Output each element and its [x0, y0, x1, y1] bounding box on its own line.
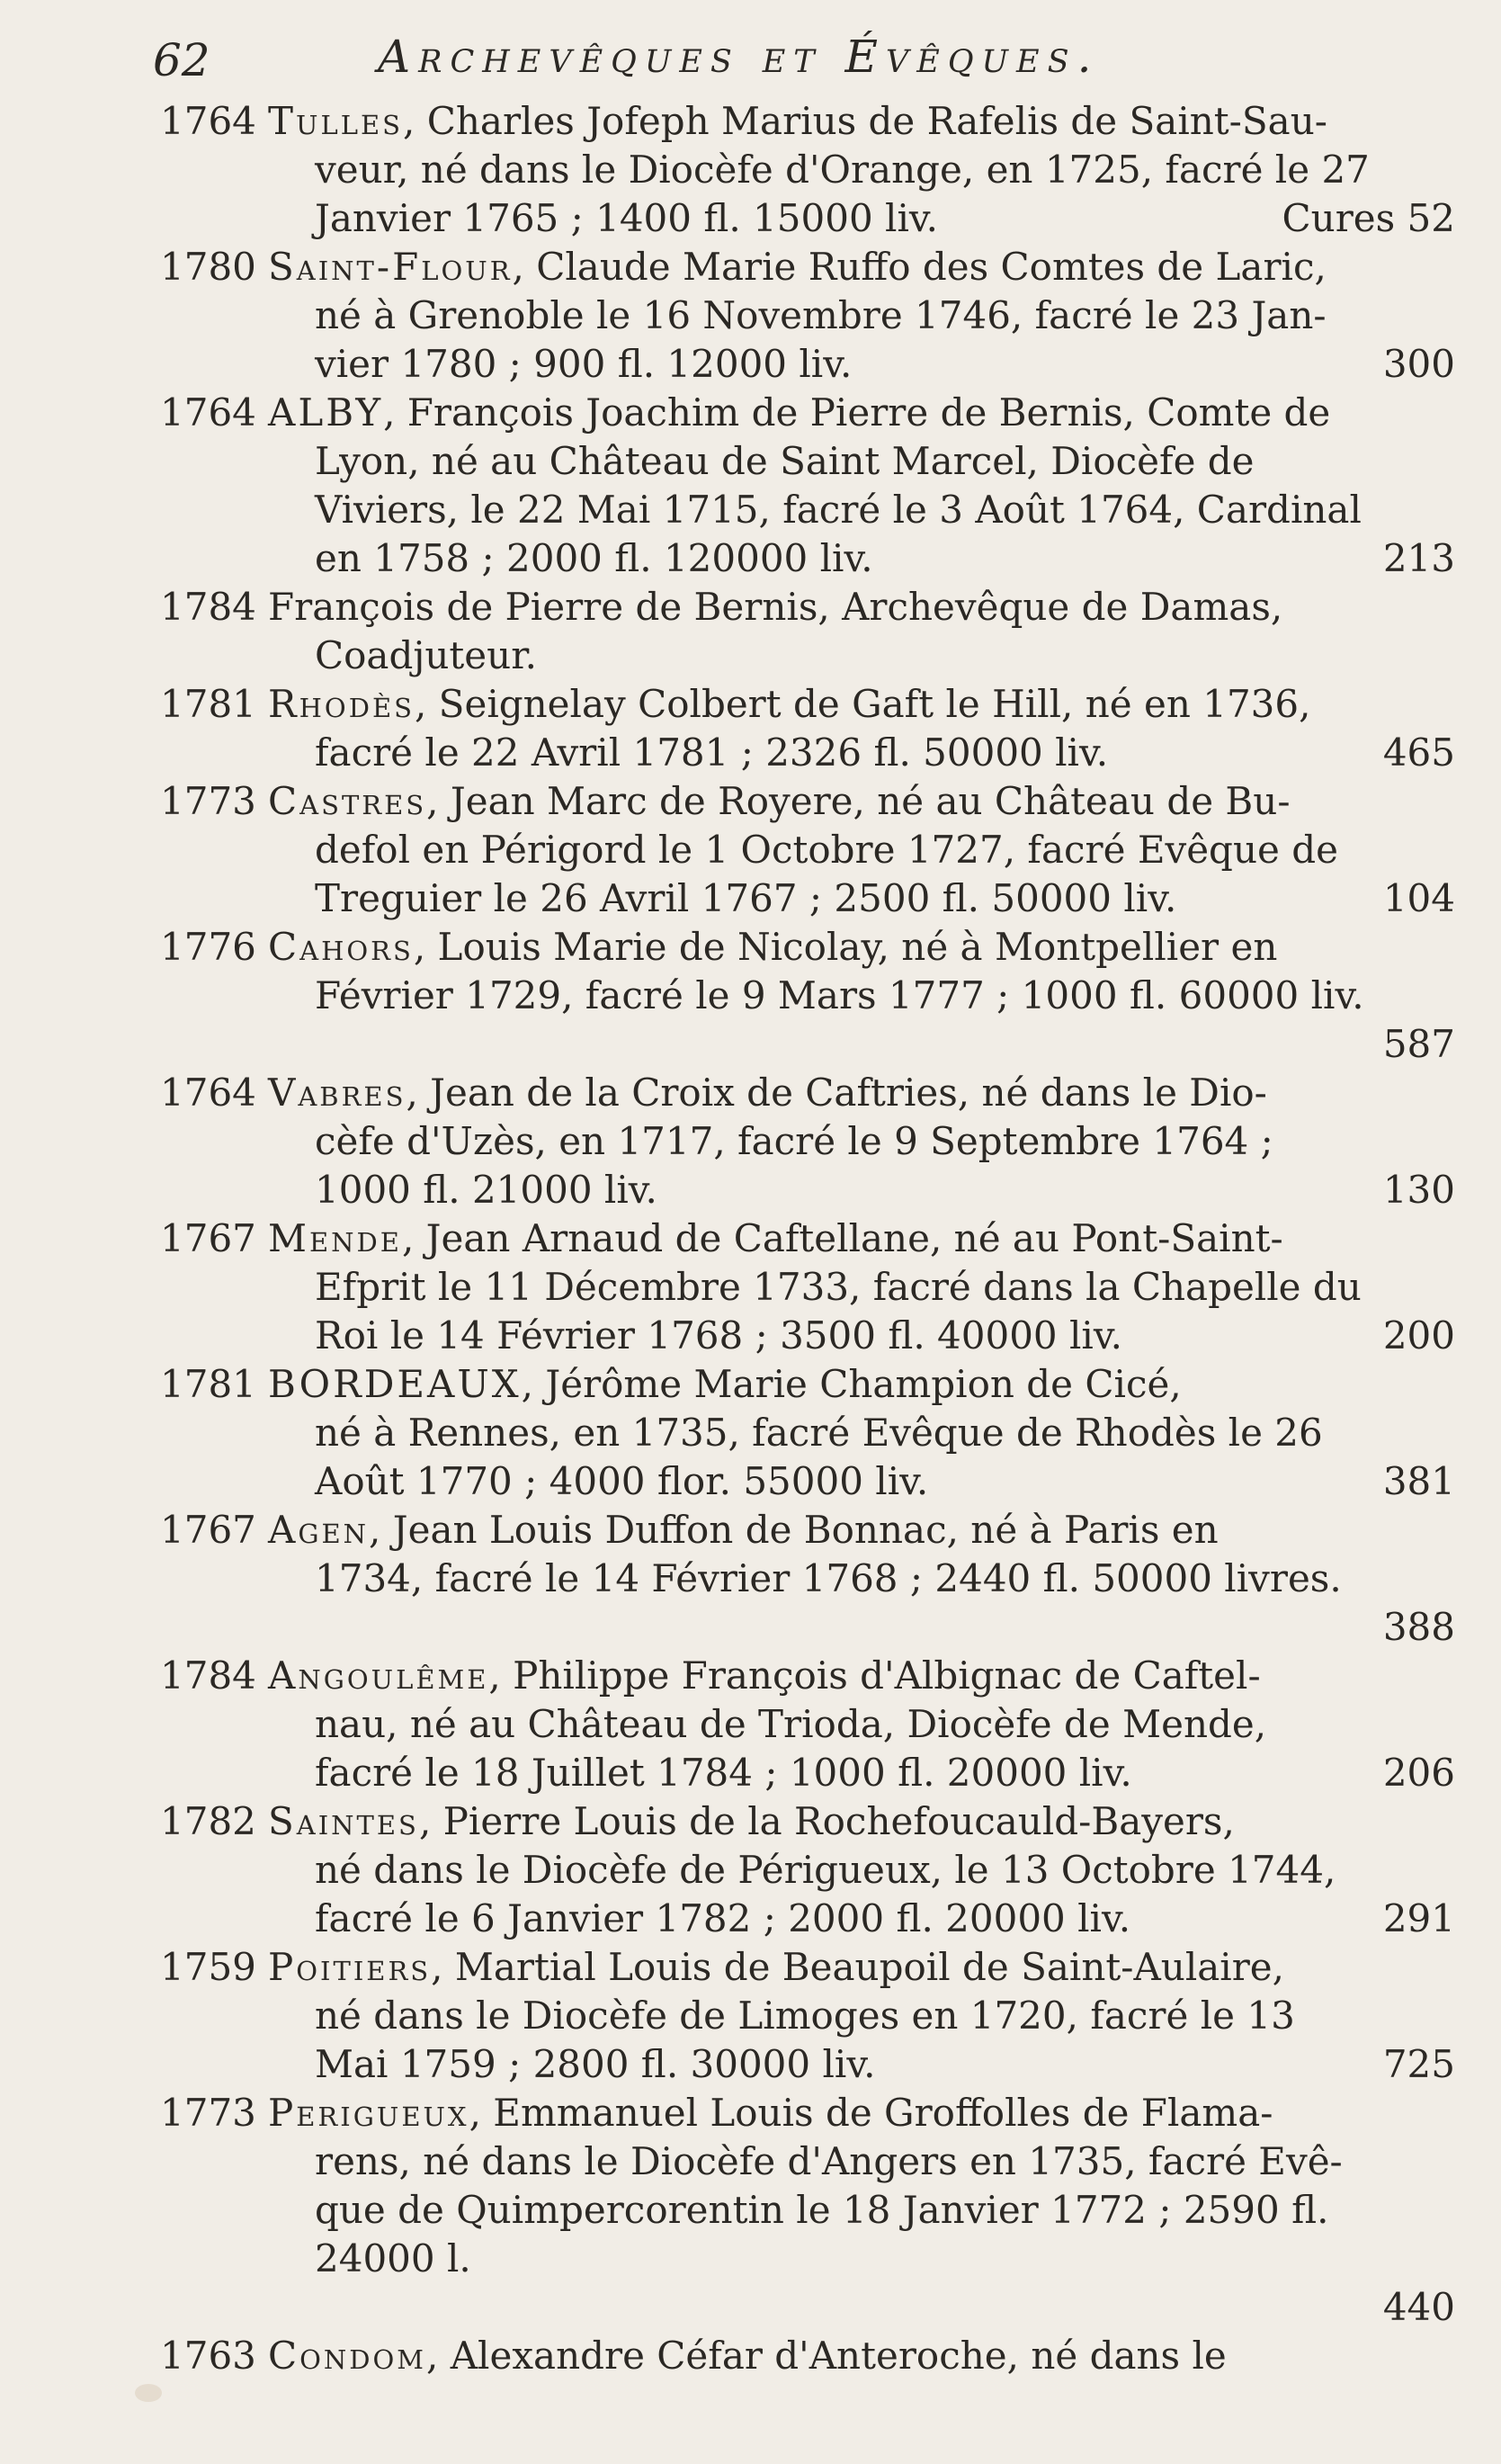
entry-continuation-line: [268, 194, 1455, 243]
cures-count: 465: [1382, 730, 1455, 775]
entry-first-line: [268, 583, 1455, 632]
appointment-year: 1767: [160, 1508, 256, 1552]
entry-first-line: [268, 243, 1455, 291]
appointment-year: 1764: [160, 99, 256, 143]
diocese-entry: [160, 2089, 1455, 2332]
appointment-year: 1759: [160, 1945, 256, 1989]
appointment-year: 1782: [160, 1799, 256, 1843]
entry-continuation-line: [268, 2040, 1455, 2089]
entry-line-text: né à Rennes, en 1735, facré Evêque de Rhodès le 26: [315, 1411, 1323, 1455]
cures-count: 291: [1382, 1896, 1455, 1940]
appointment-year: 1773: [160, 2091, 256, 2135]
cures-count: Cures 52: [1282, 196, 1455, 240]
entry-text: [268, 2332, 1455, 2380]
entry-text: [268, 1797, 1455, 1943]
entry-continuation-line: [268, 729, 1455, 777]
entry-line-text: facré le 6 Janvier 1782 ; 2000 fl. 20000 liv.: [315, 1896, 1131, 1940]
entry-line-text: Roi le 14 Février 1768 ; 3500 fl. 40000 liv.: [315, 1313, 1122, 1357]
entry-line-text: Treguier le 26 Avril 1767 ; 2500 fl. 50000 liv.: [315, 876, 1177, 920]
entry-line-text: Viviers, le 22 Mai 1715, facré le 3 Août 1764, Cardinal: [315, 488, 1362, 532]
entry-continuation-line: [268, 874, 1455, 923]
diocese-name: Rhodès: [268, 682, 415, 726]
appointment-year: 1781: [160, 1362, 256, 1406]
entry-line-text: Coadjuteur.: [315, 633, 538, 677]
diocese-name: Saintes: [268, 1799, 419, 1843]
cures-count: 388: [1382, 1605, 1455, 1649]
diocese-entry: [160, 1943, 1455, 2089]
entry-text: [268, 1214, 1455, 1360]
entry-first-line: [268, 1214, 1455, 1263]
entry-line-text: , Jean Louis Duffon de Bonnac, né à Paris en: [369, 1508, 1219, 1552]
diocese-entry: [160, 1069, 1455, 1214]
entry-text: [268, 583, 1455, 680]
entry-first-line: [268, 1797, 1455, 1846]
appointment-year: 1780: [160, 245, 256, 289]
entry-line-text: 1000 fl. 21000 liv.: [315, 1168, 657, 1212]
diocese-entry: [160, 1506, 1455, 1652]
diocese-name: Poitiers: [268, 1945, 432, 1989]
entry-text: [268, 680, 1455, 777]
diocese-entry: [160, 1360, 1455, 1506]
entry-first-line: [268, 923, 1455, 972]
entry-line-text: né dans le Diocèfe de Périgueux, le 13 Octobre 1744,: [315, 1848, 1336, 1892]
cures-count: 381: [1382, 1459, 1455, 1503]
diocese-name: Condom: [268, 2334, 427, 2378]
diocese-name: Perigueux: [268, 2091, 469, 2135]
entry-line-text: , Emmanuel Louis de Groffolles de Flama-: [469, 2091, 1273, 2135]
diocese-entry: [160, 923, 1455, 1069]
entry-line-text: rens, né dans le Diocèfe d'Angers en 1735, facré Evê-: [315, 2139, 1343, 2183]
entry-line-text: , Louis Marie de Nicolay, né à Montpellier en: [413, 925, 1278, 969]
entry-continuation-line: [268, 340, 1455, 389]
entry-list: [160, 97, 1455, 2380]
entry-line-text: , Philippe François d'Albignac de Caftel-: [488, 1653, 1261, 1698]
cures-count: 206: [1382, 1751, 1455, 1795]
entry-line-text: , Jérôme Marie Champion de Cicé,: [521, 1362, 1182, 1406]
entry-continuation-line: [268, 2137, 1455, 2186]
entry-first-line: [268, 1652, 1455, 1700]
diocese-entry: [160, 389, 1455, 583]
entry-line-text: né à Grenoble le 16 Novembre 1746, facré le 23 Jan-: [315, 293, 1327, 337]
diocese-name: Mende: [268, 1216, 402, 1260]
entry-line-text: , Jean Marc de Royere, né au Château de Bu-: [426, 779, 1291, 823]
cures-count: 104: [1382, 876, 1455, 920]
appointment-year: 1784: [160, 1653, 256, 1698]
diocese-name: ALBY: [268, 390, 384, 435]
entry-continuation-line: [268, 1846, 1455, 1895]
entry-continuation-line: [268, 1700, 1455, 1749]
entry-line-text: veur, né dans le Diocèfe d'Orange, en 1725, facré le 27: [315, 148, 1370, 192]
diocese-name: Cahors: [268, 925, 414, 969]
entry-line-text: , François Joachim de Pierre de Bernis, Comte de: [383, 390, 1331, 435]
entry-continuation-line: [268, 1117, 1455, 1166]
diocese-name: Agen: [268, 1508, 370, 1552]
entry-line-text: né dans le Diocèfe de Limoges en 1720, facré le 13: [315, 1994, 1295, 2038]
entry-text: [268, 243, 1455, 389]
diocese-name: Saint-Flour: [268, 245, 513, 289]
diocese-entry: [160, 2332, 1455, 2380]
entry-text: [268, 923, 1455, 1069]
entry-first-line: [268, 1506, 1455, 1555]
appointment-year: 1776: [160, 925, 256, 969]
entry-continuation-line: [268, 2235, 1455, 2283]
entry-line-text: en 1758 ; 2000 fl. 120000 liv.: [315, 536, 873, 580]
entry-continuation-line: [268, 1263, 1455, 1312]
entry-continuation-line: [268, 2186, 1455, 2235]
diocese-entry: [160, 97, 1455, 243]
entry-line-text: , Martial Louis de Beaupoil de Saint-Aulaire,: [431, 1945, 1285, 1989]
entry-first-line: [268, 2332, 1455, 2380]
entry-first-line: [268, 97, 1455, 146]
entry-line-text: , Charles Jofeph Marius de Rafelis de Saint-Sau-: [403, 99, 1327, 143]
entry-continuation-line: [268, 1555, 1455, 1603]
entry-continuation-line: [268, 1749, 1455, 1797]
entry-continuation-line: [268, 1166, 1455, 1214]
paper-stain: [135, 2384, 162, 2402]
appointment-year: 1767: [160, 1216, 256, 1260]
entry-continuation-line: [268, 1895, 1455, 1943]
appointment-year: 1764: [160, 1071, 256, 1115]
entry-line-text: defol en Périgord le 1 Octobre 1727, facré Evêque de: [315, 828, 1338, 872]
entry-line-text: Février 1729, facré le 9 Mars 1777 ; 1000 fl. 60000 liv.: [315, 973, 1364, 1017]
diocese-entry: [160, 1797, 1455, 1943]
appointment-year: 1784: [160, 585, 256, 629]
entry-continuation-line: [268, 437, 1455, 486]
entry-text: [268, 1943, 1455, 2089]
entry-line-text: Mai 1759 ; 2800 fl. 30000 liv.: [315, 2042, 876, 2086]
cures-count: 587: [1382, 1022, 1455, 1066]
entry-line-text: , Alexandre Céfar d'Anteroche, né dans le: [426, 2334, 1227, 2378]
entry-line-text: facré le 18 Juillet 1784 ; 1000 fl. 20000 liv.: [315, 1751, 1132, 1795]
entry-first-line: [268, 1360, 1455, 1409]
entry-text: [268, 2089, 1455, 2332]
diocese-name: Vabres: [268, 1071, 407, 1115]
entry-first-line: [268, 680, 1455, 729]
diocese-name: Castres: [268, 779, 427, 823]
diocese-entry: [160, 1214, 1455, 1360]
entry-line-text: , Jean de la Croix de Caftries, né dans le Dio-: [406, 1071, 1267, 1115]
entry-first-line: [268, 389, 1455, 437]
entry-line-text: , Pierre Louis de la Rochefoucauld-Bayers,: [418, 1799, 1235, 1843]
entry-line-text: Janvier 1765 ; 1400 fl. 15000 liv.: [315, 196, 938, 240]
entry-line-text: , Claude Marie Ruffo des Comtes de Laric,: [512, 245, 1327, 289]
entry-continuation-line: [268, 146, 1455, 194]
entry-first-line: [268, 1943, 1455, 1992]
appointment-year: 1773: [160, 779, 256, 823]
entry-line-text: facré le 22 Avril 1781 ; 2326 fl. 50000 liv.: [315, 730, 1109, 775]
entry-line-text: vier 1780 ; 900 fl. 12000 liv.: [315, 342, 853, 386]
entry-continuation-line: [268, 632, 1455, 680]
entry-line-text: Août 1770 ; 4000 flor. 55000 liv.: [315, 1459, 929, 1503]
entry-text: [268, 1506, 1455, 1652]
entry-continuation-line: [268, 291, 1455, 340]
entry-line-text: , Seignelay Colbert de Gaft le Hill, né en 1736,: [414, 682, 1311, 726]
entry-text: [268, 777, 1455, 923]
diocese-entry: [160, 583, 1455, 680]
entry-text: [268, 389, 1455, 583]
entry-continuation-line: [268, 826, 1455, 874]
cures-count: 440: [1382, 2285, 1455, 2329]
entry-first-line: [268, 2089, 1455, 2137]
appointment-year: 1764: [160, 390, 256, 435]
cures-count: 300: [1382, 342, 1455, 386]
running-title: Archevêques et Évêques.: [378, 31, 1100, 83]
entry-line-text: que de Quimpercorentin le 18 Janvier 1772 ; 2590 fl.: [315, 2188, 1329, 2232]
entry-continuation-line: [268, 972, 1455, 1020]
diocese-name: BORDEAUX: [268, 1362, 522, 1406]
cures-count: 200: [1382, 1313, 1455, 1357]
diocese-name: Angoulême: [268, 1653, 489, 1698]
entry-line-text: 1734, facré le 14 Février 1768 ; 2440 fl. 50000 livres.: [315, 1556, 1342, 1600]
entry-continuation-line: [268, 1312, 1455, 1360]
entry-continuation-line: [268, 486, 1455, 534]
entry-text: [268, 1652, 1455, 1797]
entry-first-line: [268, 1069, 1455, 1117]
diocese-entry: [160, 243, 1455, 389]
entry-line-text: , Jean Arnaud de Caftellane, né au Pont-Saint-: [401, 1216, 1283, 1260]
cures-count: 725: [1382, 2042, 1455, 2086]
appointment-year: 1781: [160, 682, 256, 726]
entry-text: [268, 1069, 1455, 1214]
appointment-year: 1763: [160, 2334, 256, 2378]
diocese-entry: [160, 1652, 1455, 1797]
diocese-entry: [160, 777, 1455, 923]
entry-text: [268, 97, 1455, 243]
page-header: [153, 27, 1322, 99]
entry-line-text: François de Pierre de Bernis, Archevêque de Damas,: [268, 585, 1283, 629]
page-number: 62: [153, 34, 210, 86]
cures-count: 130: [1382, 1168, 1455, 1212]
entry-continuation-line: [268, 1457, 1455, 1506]
diocese-name: Tulles: [268, 99, 404, 143]
entry-line-text: cèfe d'Uzès, en 1717, facré le 9 Septembre 1764 ;: [315, 1119, 1273, 1163]
entry-first-line: [268, 777, 1455, 826]
entry-line-text: Lyon, né au Château de Saint Marcel, Diocèfe de: [315, 439, 1255, 483]
cures-count: 213: [1382, 536, 1455, 580]
entry-continuation-line: [268, 534, 1455, 583]
entry-continuation-line: [268, 1409, 1455, 1457]
entry-line-text: Efprit le 11 Décembre 1733, facré dans la Chapelle du: [315, 1265, 1362, 1309]
entry-text: [268, 1360, 1455, 1506]
diocese-entry: [160, 680, 1455, 777]
entry-line-text: nau, né au Château de Trioda, Diocèfe de Mende,: [315, 1702, 1267, 1746]
entry-line-text: 24000 l.: [315, 2236, 471, 2280]
entry-continuation-line: [268, 1992, 1455, 2040]
